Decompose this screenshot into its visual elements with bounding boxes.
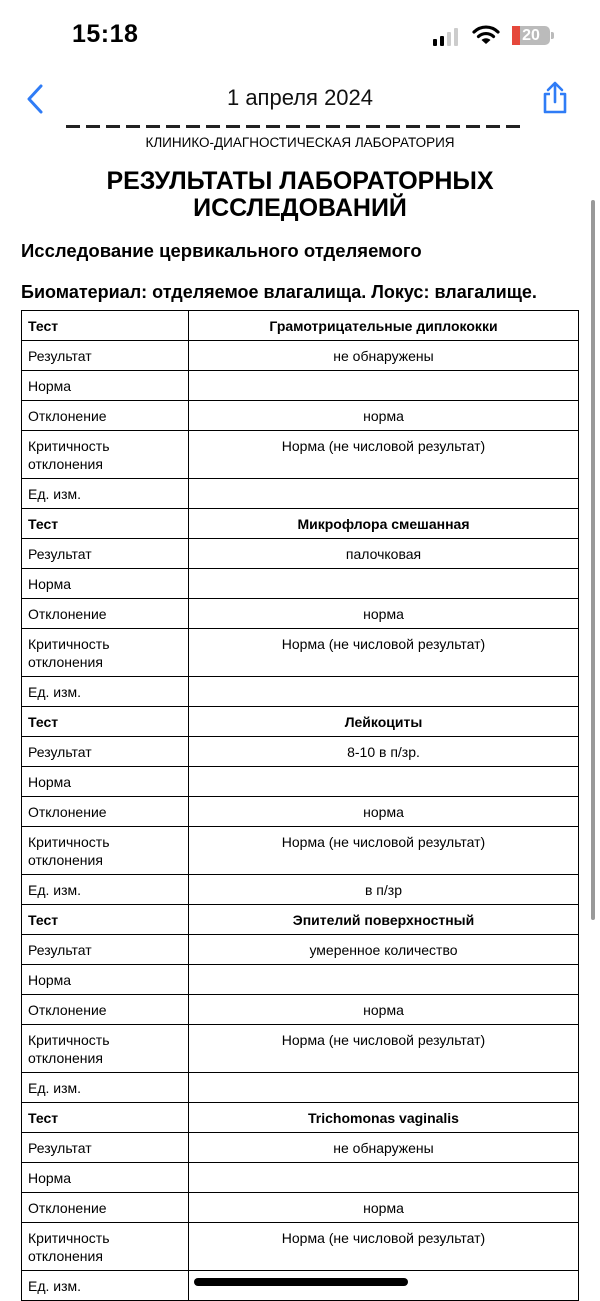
table-row-norm [22, 371, 579, 401]
table-row-result [22, 935, 579, 965]
navigation-bar [0, 78, 600, 118]
row-value: Норма (не числовой результат) [189, 431, 579, 479]
table-row-name [22, 509, 579, 539]
lab-name: КЛИНИКО-ДИАГНОСТИЧЕСКАЯ ЛАБОРАТОРИЯ [145, 135, 455, 150]
cellular-signal-icon [433, 28, 458, 46]
row-label: Результат [22, 1133, 189, 1163]
row-label: Результат [22, 539, 189, 569]
table-row-name [22, 311, 579, 341]
table-row-result [22, 1133, 579, 1163]
results-table [21, 310, 579, 1301]
table-row-deviation [22, 599, 579, 629]
row-value: в п/зр [189, 875, 579, 905]
row-label: Критичность отклонения [22, 827, 189, 875]
title-line-1: РЕЗУЛЬТАТЫ ЛАБОРАТОРНЫХ [106, 167, 494, 195]
row-value: не обнаружены [189, 1133, 579, 1163]
row-label: Результат [22, 737, 189, 767]
status-time: 15:18 [72, 20, 139, 48]
row-value: норма [189, 1193, 579, 1223]
document-title [0, 168, 600, 222]
row-value [189, 1163, 579, 1193]
row-value: Лейкоциты [189, 707, 579, 737]
row-value: норма [189, 995, 579, 1025]
row-label: Ед. изм. [22, 479, 189, 509]
table-row-norm [22, 1163, 579, 1193]
table-row-criticality [22, 431, 579, 479]
table-row-result [22, 341, 579, 371]
table-row-deviation [22, 401, 579, 431]
row-value: Норма (не числовой результат) [189, 827, 579, 875]
row-label: Результат [22, 341, 189, 371]
row-label: Отклонение [22, 401, 189, 431]
results-table-container [21, 310, 579, 1294]
row-label: Норма [22, 371, 189, 401]
row-label: Тест [22, 1103, 189, 1133]
row-label: Норма [22, 965, 189, 995]
row-value: норма [189, 797, 579, 827]
row-value [189, 479, 579, 509]
table-row-criticality [22, 1025, 579, 1073]
row-label: Ед. изм. [22, 677, 189, 707]
row-label: Отклонение [22, 599, 189, 629]
table-row-unit [22, 1073, 579, 1103]
row-value: Эпителий поверхностный [189, 905, 579, 935]
table-row-unit [22, 677, 579, 707]
row-value: Норма (не числовой результат) [189, 1223, 579, 1271]
row-label: Критичность отклонения [22, 1223, 189, 1271]
row-label: Норма [22, 569, 189, 599]
row-label: Отклонение [22, 1193, 189, 1223]
row-label: Ед. изм. [22, 1271, 189, 1301]
biomaterial: Биоматериал: отделяемое влагалища. Локус: влагалище. [21, 282, 537, 302]
row-label: Ед. изм. [22, 875, 189, 905]
battery-icon [512, 26, 550, 45]
table-row-norm [22, 965, 579, 995]
table-row-deviation [22, 995, 579, 1025]
battery-percent: 20 [522, 27, 540, 44]
row-label: Норма [22, 767, 189, 797]
row-value: Норма (не числовой результат) [189, 1025, 579, 1073]
row-label: Критичность отклонения [22, 1025, 189, 1073]
battery-tip [551, 32, 554, 39]
home-indicator[interactable] [194, 1278, 408, 1286]
row-label: Тест [22, 905, 189, 935]
row-value [189, 677, 579, 707]
table-row-unit [22, 479, 579, 509]
table-row-unit [22, 875, 579, 905]
table-row-result [22, 539, 579, 569]
nav-title: 1 апреля 2024 [226, 85, 374, 110]
row-label: Критичность отклонения [22, 431, 189, 479]
row-value [189, 569, 579, 599]
row-value: Микрофлора смешанная [189, 509, 579, 539]
table-row-criticality [22, 1223, 579, 1271]
share-icon[interactable] [540, 80, 570, 116]
row-value: палочковая [189, 539, 579, 569]
row-value: норма [189, 401, 579, 431]
table-row-criticality [22, 827, 579, 875]
row-value [189, 371, 579, 401]
row-value: норма [189, 599, 579, 629]
title-line-2: ИССЛЕДОВАНИЙ [193, 194, 407, 222]
table-row-criticality [22, 629, 579, 677]
table-row-name [22, 905, 579, 935]
row-label: Результат [22, 935, 189, 965]
table-row-norm [22, 767, 579, 797]
row-label: Ед. изм. [22, 1073, 189, 1103]
row-value: не обнаружены [189, 341, 579, 371]
row-label: Отклонение [22, 797, 189, 827]
row-value [189, 1073, 579, 1103]
row-label: Тест [22, 311, 189, 341]
clipped-header-line [66, 118, 526, 128]
wifi-icon [472, 24, 500, 46]
table-row-name [22, 1103, 579, 1133]
table-row-deviation [22, 797, 579, 827]
row-value [189, 767, 579, 797]
row-value: Норма (не числовой результат) [189, 629, 579, 677]
table-row-result [22, 737, 579, 767]
scrollbar[interactable] [591, 200, 595, 920]
row-label: Критичность отклонения [22, 629, 189, 677]
row-value [189, 965, 579, 995]
row-value: Trichomonas vaginalis [189, 1103, 579, 1133]
row-label: Тест [22, 707, 189, 737]
row-label: Норма [22, 1163, 189, 1193]
row-value: Грамотрицательные диплококки [189, 311, 579, 341]
row-label: Тест [22, 509, 189, 539]
status-bar [0, 0, 600, 70]
row-value: умеренное количество [189, 935, 579, 965]
row-label: Отклонение [22, 995, 189, 1025]
study-title: Исследование цервикального отделяемого [21, 240, 422, 261]
row-value: 8-10 в п/зр. [189, 737, 579, 767]
table-row-name [22, 707, 579, 737]
table-row-norm [22, 569, 579, 599]
table-row-deviation [22, 1193, 579, 1223]
